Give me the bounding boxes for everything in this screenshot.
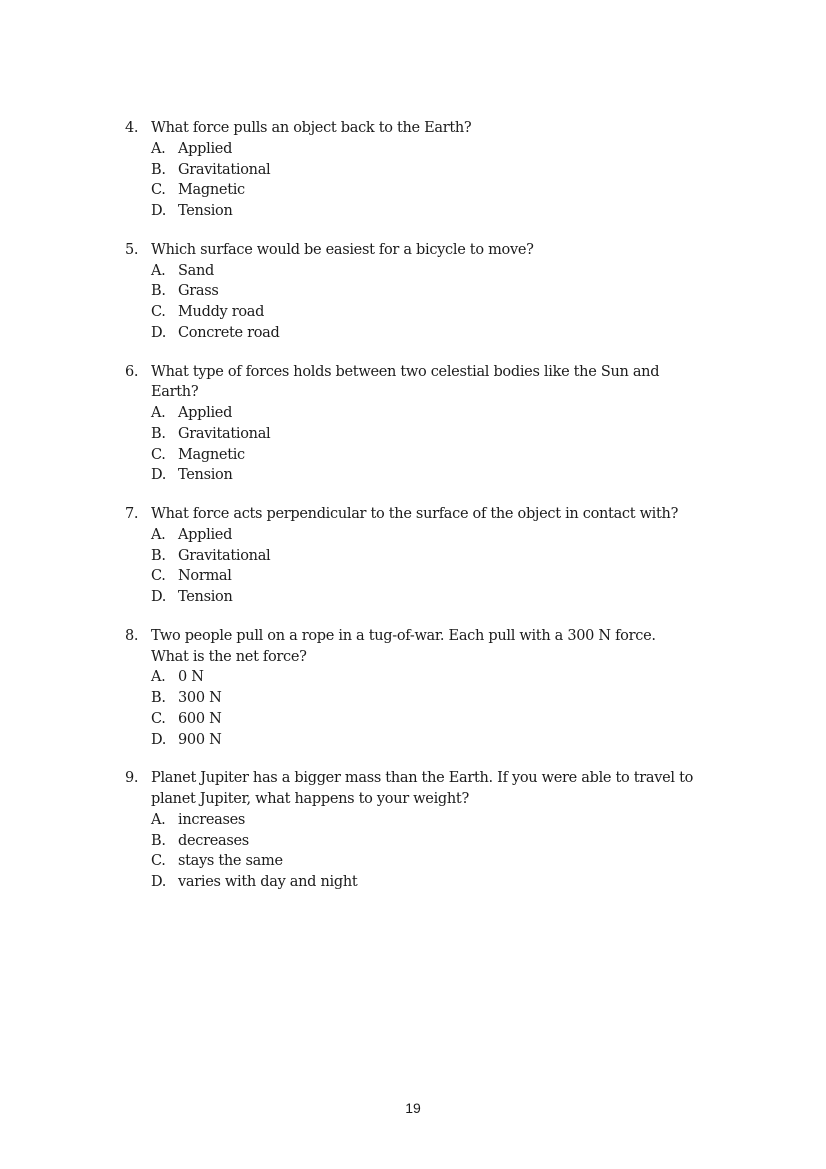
answer-options <box>151 139 786 222</box>
option-letter: C. <box>151 568 166 585</box>
question-item <box>125 362 786 487</box>
answer-option <box>151 424 786 445</box>
option-letter: A. <box>151 811 166 828</box>
option-text: Muddy road <box>178 304 265 320</box>
answer-options <box>151 403 786 486</box>
option-letter: C. <box>151 853 166 870</box>
question-item <box>125 118 786 222</box>
option-text: Tension <box>178 467 233 484</box>
option-letter: D. <box>151 203 167 219</box>
question-number: 8. <box>125 627 139 644</box>
option-text: stays the same <box>178 853 283 870</box>
question-text <box>151 504 786 525</box>
question-item <box>125 626 786 751</box>
option-text: Concrete road <box>178 324 280 341</box>
answer-options <box>151 810 786 893</box>
option-letter: C. <box>151 446 166 463</box>
answer-option <box>151 872 786 893</box>
option-letter: B. <box>151 161 166 178</box>
question-body <box>151 504 786 608</box>
option-letter: A. <box>151 262 166 279</box>
option-text: 900 N <box>178 731 222 748</box>
question-row <box>125 362 786 487</box>
question-body <box>151 362 786 487</box>
option-letter: A. <box>151 526 166 543</box>
option-text: Magnetic <box>178 182 245 199</box>
question-item <box>125 240 786 344</box>
option-text: Applied <box>178 140 233 157</box>
option-text: 0 N <box>178 669 204 686</box>
answer-option <box>151 261 786 282</box>
question-row <box>125 504 786 608</box>
option-text: Sand <box>178 262 214 279</box>
option-letter: A. <box>151 405 166 421</box>
question-text-line: What force pulls an object back to the Earth? <box>151 120 472 136</box>
answer-options <box>151 667 786 750</box>
question-row <box>125 240 786 344</box>
option-letter: A. <box>151 140 166 157</box>
question-number: 4. <box>125 120 139 136</box>
question-text <box>151 768 786 810</box>
answer-option <box>151 688 786 709</box>
answer-option <box>151 445 786 466</box>
answer-option <box>151 587 786 608</box>
option-text: Gravitational <box>178 547 271 564</box>
page-number: 19 <box>405 1100 421 1116</box>
answer-option <box>151 546 786 567</box>
question-number: 9. <box>125 770 139 787</box>
answer-option <box>151 831 786 852</box>
option-text: Magnetic <box>178 446 245 463</box>
option-text: increases <box>178 811 246 828</box>
question-number: 6. <box>125 363 139 380</box>
answer-option <box>151 730 786 751</box>
option-letter: C. <box>151 304 166 320</box>
question-text-line: Which surface would be easiest for a bicycle to move? <box>151 241 534 258</box>
answer-option <box>151 160 786 181</box>
question-text <box>151 118 786 139</box>
option-text: Gravitational <box>178 425 271 442</box>
question-text-line: What is the net force? <box>151 648 307 665</box>
answer-option <box>151 180 786 201</box>
answer-option <box>151 851 786 872</box>
answer-option <box>151 403 786 424</box>
option-letter: C. <box>151 182 166 199</box>
question-body <box>151 118 786 222</box>
option-letter: D. <box>151 589 167 605</box>
option-letter: D. <box>151 874 167 890</box>
answer-option <box>151 566 786 587</box>
answer-option <box>151 525 786 546</box>
answer-option <box>151 201 786 222</box>
answer-option <box>151 810 786 831</box>
option-text: Gravitational <box>178 161 271 178</box>
option-text: decreases <box>178 832 249 849</box>
option-letter: D. <box>151 731 167 748</box>
answer-options <box>151 525 786 608</box>
question-text <box>151 362 786 404</box>
question-item <box>125 504 786 608</box>
question-number: 5. <box>125 241 139 258</box>
question-text-line: What force acts perpendicular to the surface of the object in contact with? <box>151 506 679 522</box>
question-list <box>125 118 786 911</box>
question-body <box>151 626 786 751</box>
question-text-line: Earth? <box>151 384 199 401</box>
option-letter: A. <box>151 669 166 686</box>
question-number: 7. <box>125 506 139 522</box>
question-text <box>151 240 786 261</box>
question-text-line: Planet Jupiter has a bigger mass than the Earth. If you were able to travel to <box>151 770 694 787</box>
option-letter: B. <box>151 425 166 442</box>
question-body <box>151 768 786 893</box>
answer-option <box>151 667 786 688</box>
option-text: Tension <box>178 589 233 605</box>
question-row <box>125 118 786 222</box>
question-text <box>151 626 786 668</box>
option-letter: D. <box>151 324 167 341</box>
option-text: 600 N <box>178 710 222 727</box>
answer-option <box>151 302 786 323</box>
option-text: Tension <box>178 203 233 219</box>
question-body <box>151 240 786 344</box>
question-row <box>125 626 786 751</box>
option-letter: B. <box>151 547 166 564</box>
question-text-line: Two people pull on a rope in a tug-of-war. Each pull with a 300 N force. <box>151 627 656 644</box>
option-text: Applied <box>178 526 233 543</box>
answer-option <box>151 139 786 160</box>
option-letter: B. <box>151 283 166 300</box>
question-row <box>125 768 786 893</box>
option-letter: D. <box>151 467 167 484</box>
option-text: Normal <box>178 568 232 585</box>
option-text: Applied <box>178 405 233 421</box>
option-text: Grass <box>178 283 219 300</box>
option-text: 300 N <box>178 690 222 706</box>
question-text-line: What type of forces holds between two celestial bodies like the Sun and <box>151 363 660 380</box>
option-text: varies with day and night <box>178 874 358 890</box>
option-letter: B. <box>151 832 166 849</box>
answer-options <box>151 261 786 344</box>
answer-option <box>151 709 786 730</box>
answer-option <box>151 323 786 344</box>
option-letter: C. <box>151 710 166 727</box>
question-item <box>125 768 786 893</box>
question-text-line: planet Jupiter, what happens to your weight? <box>151 791 469 807</box>
option-letter: B. <box>151 690 166 706</box>
answer-option <box>151 281 786 302</box>
answer-option <box>151 465 786 486</box>
